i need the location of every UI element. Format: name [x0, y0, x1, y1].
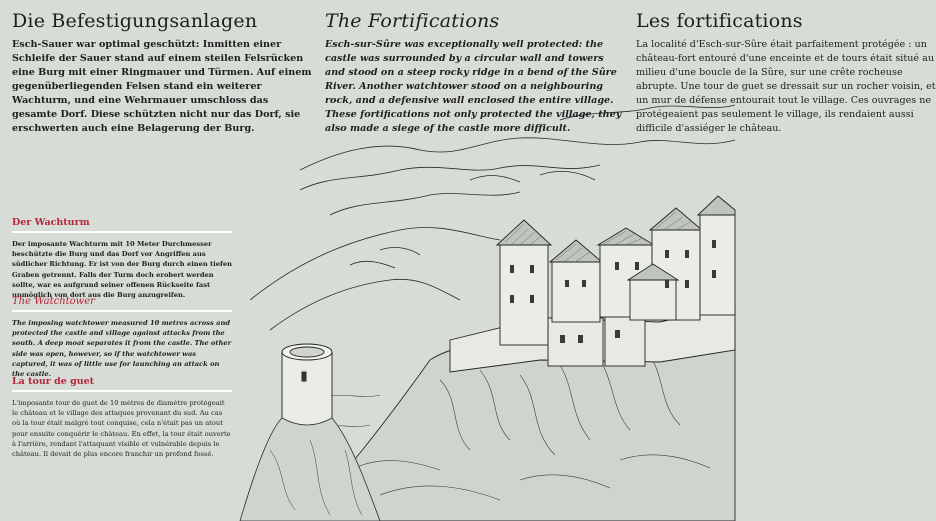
text-watchtower-german: Der imposante Wachturm mit 10 Meter Durchmesser beschützte die Burg und das Dorf vor Angriffen aus südlicher Richtung. Er ist von der Burg durch einen tiefen Graben getrennt. Falls der Turm doch erobert werden sollte, war es aufgrund seiner offenen Rückseite fast unmöglich von dort aus die Burg anzugreifen.	[12, 240, 232, 300]
heading-watchtower-french: La tour de guet	[12, 376, 95, 387]
heading-watchtower-english: The Watchtower	[12, 296, 95, 307]
sidebar-watchtower-english	[12, 296, 232, 379]
title-english: The Fortifications	[325, 10, 500, 32]
text-watchtower-french: L'imposante tour de guet de 10 mètres de diamètre protégeait le château et le village des attaques provenant du sud. Au cas où la tour était malgré tout conquise, cela n'était pas un atout pour ensuite conquérir le château. En effet, la tour était ouverte à l'arrière, rendant l'attaquant visible et vulnérable depuis le château. Il devait de plus encore franchir un profond fossé.	[12, 399, 231, 459]
sidebar-watchtower-french	[12, 376, 232, 459]
text-watchtower-english: The imposing watchtower measured 10 metres across and protected the castle and village against attacks from the south. A deep moat separates it from the castle. The other side was open, however, so if the watchtower was captured, it was of little use for launching an attack on the castle.	[12, 319, 232, 379]
title-french: Les fortifications	[636, 10, 803, 32]
title-german: Die Befestigungsanlagen	[12, 10, 258, 32]
divider	[12, 231, 232, 233]
column-english	[325, 10, 622, 136]
sidebar-watchtower-german	[12, 217, 232, 300]
heading-watchtower-german: Der Wachturm	[12, 217, 90, 228]
intro-german: Esch-Sauer war optimal geschützt: Inmitten einer Schleife der Sauer stand auf einem steilen Felsrücken eine Burg mit einer Ringmauer und Türmen. Auf einem gegenüberliegenden Felsen stand ein weiterer Wachturm, und eine Wehrmauer umschloss das gesamte Dorf. Diese schützten nicht nur das Dorf, sie erschwerten auch eine Belagerung der Burg.	[12, 39, 312, 134]
intro-french: La localité d'Esch-sur-Sûre était parfaitement protégée : un château-fort entouré d'une enceinte et de tours était situé au milieu d'une boucle de la Sûre, sur une crête rocheuse abrupte. Une tour de guet se dressait sur un rocher voisin, et un mur de défense entourait tout le village. Ces ouvrages ne protégeaient pas seulement le village, ils rendaient aussi difficile d'assiéger le château.	[636, 39, 936, 134]
intro-english: Esch-sur-Sûre was exceptionally well protected: the castle was surrounded by a circular wall and towers and stood on a steep rocky ridge in a bend of the Sûre River. Another watchtower stood on a neighbouring rock, and a defensive wall enclosed the entire village. These fortifications not only protected the village, they also made a siege of the castle more difficult.	[325, 39, 622, 134]
divider	[12, 310, 232, 312]
divider	[12, 390, 232, 392]
column-german	[12, 10, 312, 136]
column-french	[636, 10, 936, 136]
